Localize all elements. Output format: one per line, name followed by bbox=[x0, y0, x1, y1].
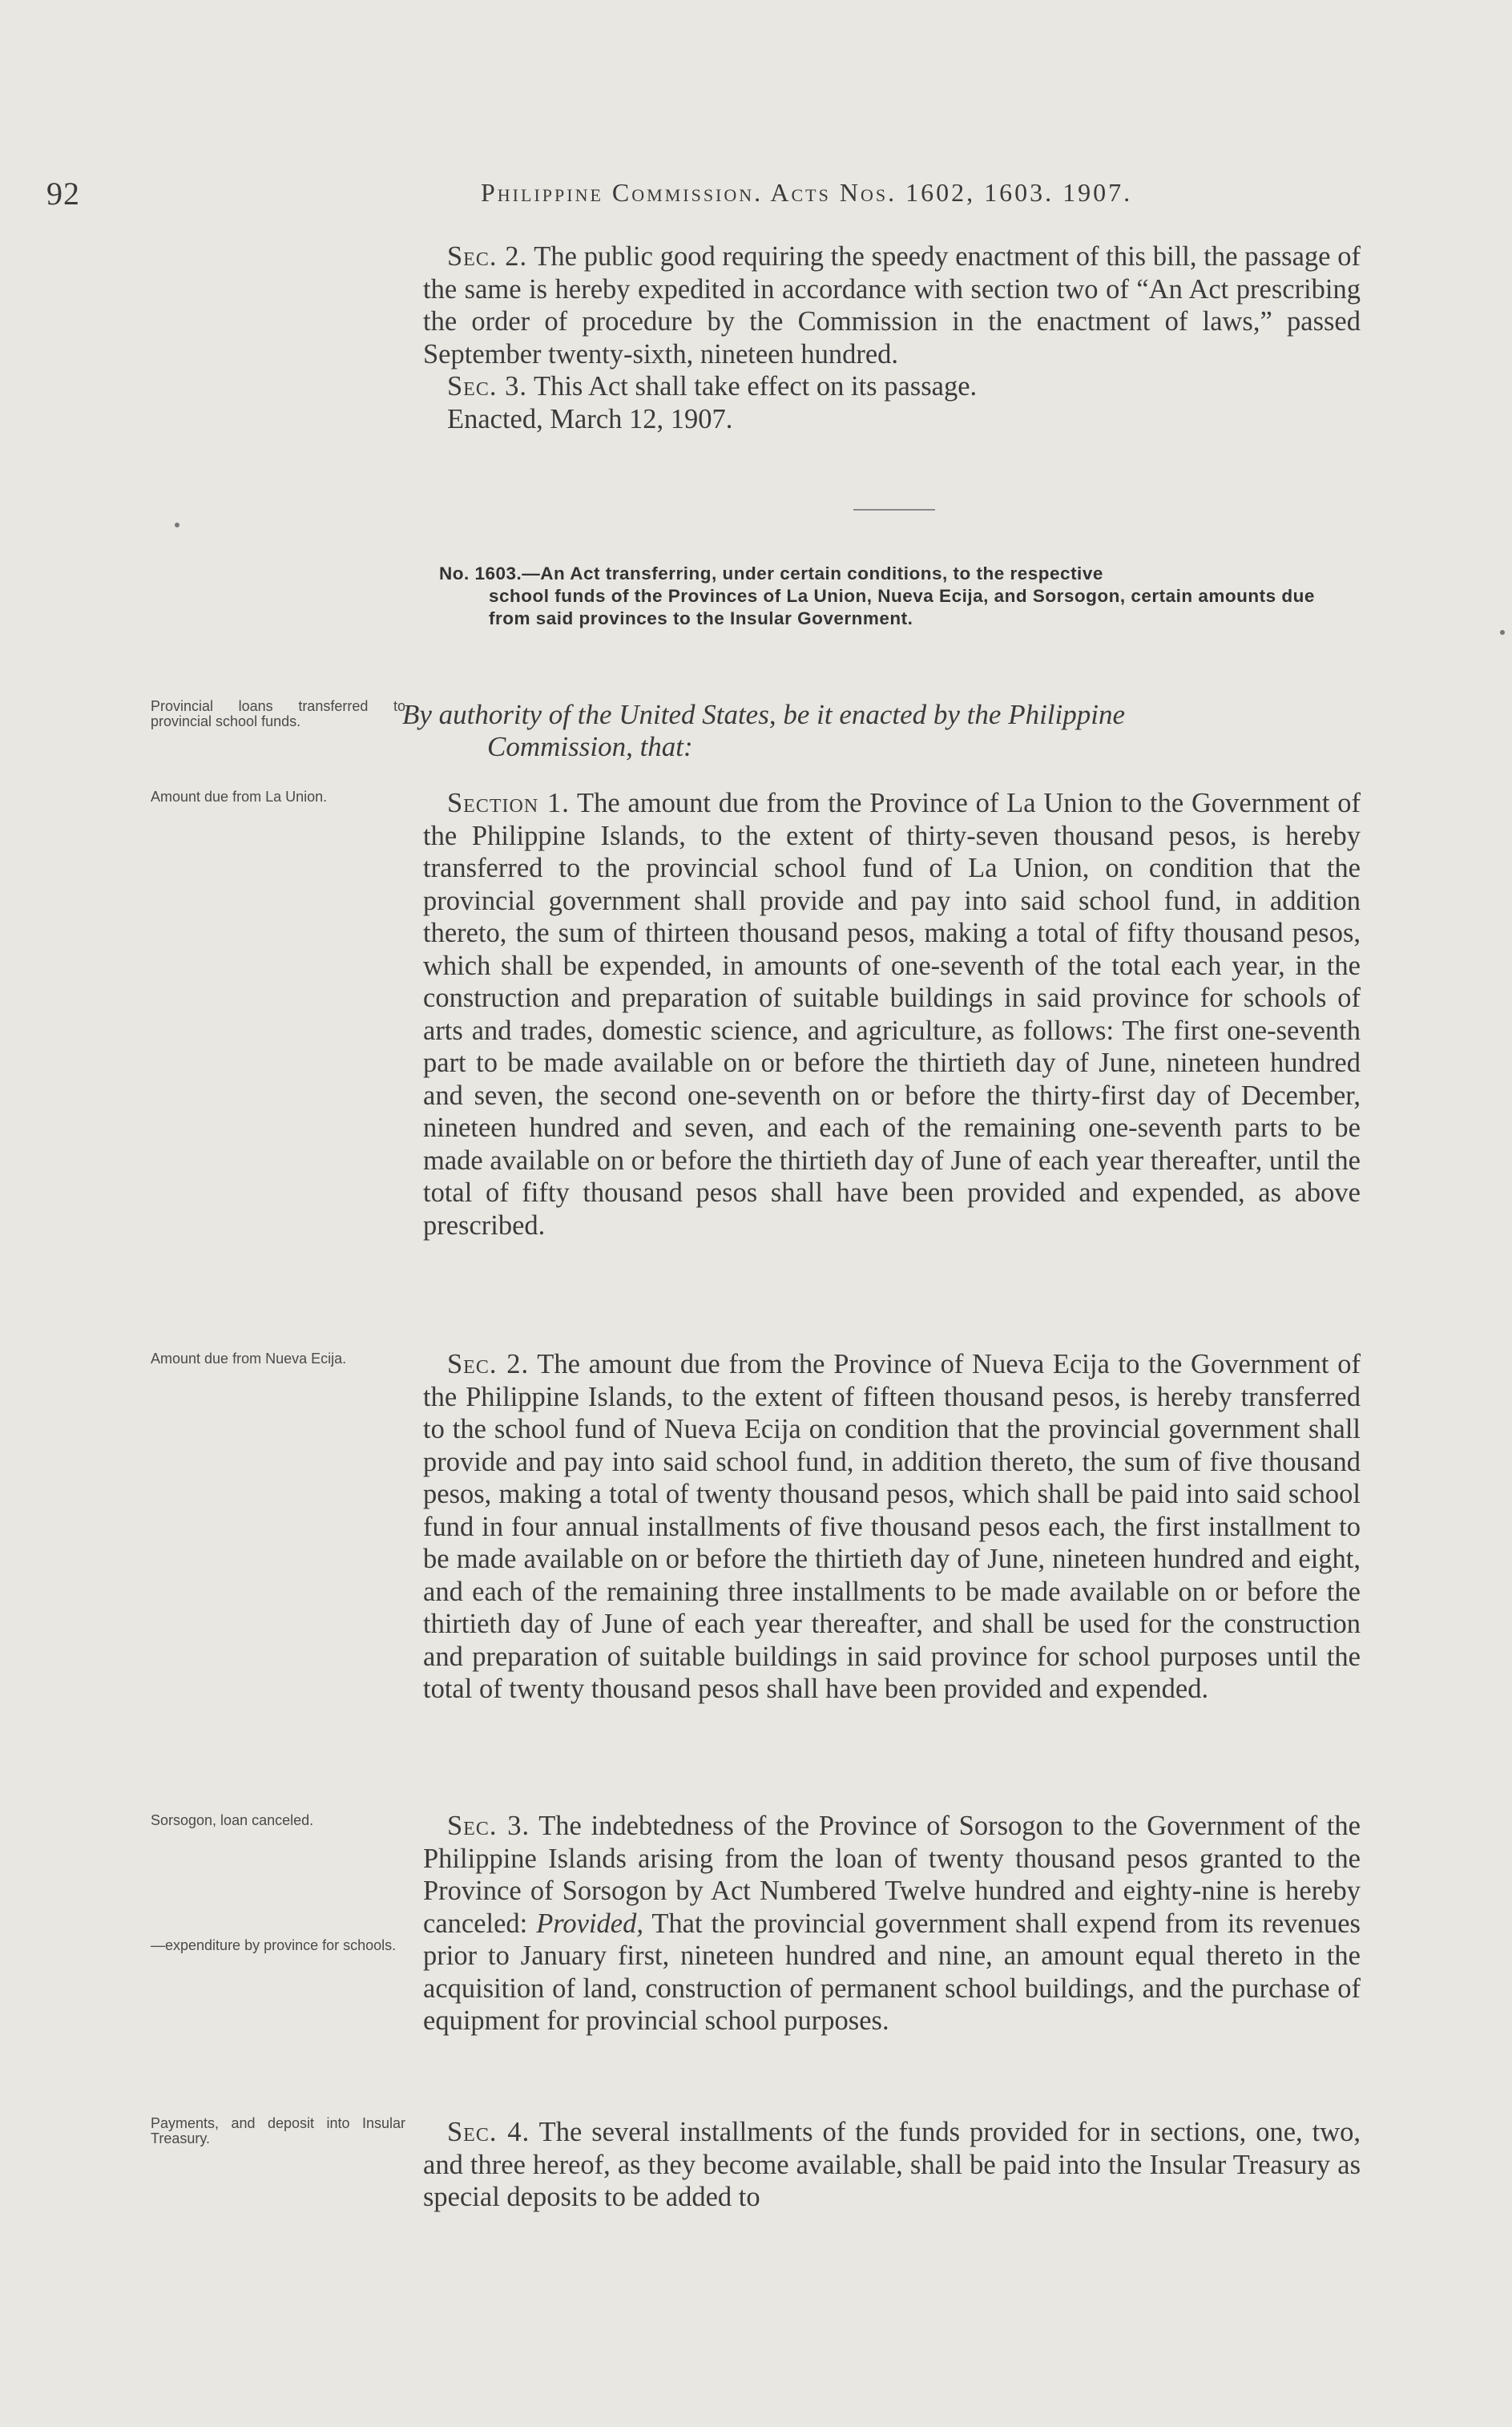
enacted-date: Enacted, March 12, 1907. bbox=[447, 403, 733, 434]
act-title-rest: school funds of the Provinces of La Union, Nueva Ecija, and Sorsogon, certain amounts due from said provinces to the Insular Government. bbox=[489, 586, 1315, 628]
act-1603-section-4 bbox=[423, 2116, 1361, 2214]
section-text: The several installments of the funds provided for in sections, one, two, and three hereof, as they become available, shall be paid into the Insular Treasury as special deposits to be added to bbox=[423, 2117, 1361, 2212]
act-1603-section-3 bbox=[423, 1810, 1361, 2037]
act-1602-section-2 bbox=[423, 240, 1361, 370]
act-1602-tail bbox=[423, 240, 1361, 435]
section-label: Sec. 4. bbox=[447, 2117, 530, 2147]
margin-note-provincial-loans: Provincial loans transferred to provincial school funds. bbox=[151, 698, 405, 729]
section-text: This Act shall take effect on its passage. bbox=[534, 371, 978, 402]
section-text: The amount due from the Province of La Union to the Government of the Philippine Islands, to the extent of thirty-seven thousand pesos, is hereby transferred to the provincial school fund of La Union, on condition that the provincial government shall provide and pay into said school fund, in addition thereto, the sum of thirteen thousand pesos, making a total of fifty thousand pesos, which shall be expended, in amounts of one-seventh of the total each year, in the construction and preparation of suitable buildings in said province for schools of arts and trades, domestic science, and agriculture, as follows: The first one-seventh part to be made available on or before the thirtieth day of June, nineteen hundred and seven, the second one-seventh on or before the thirty-first day of December, nineteen hundred and seven, and each of the remaining one-seventh parts to be made available on or before the thirtieth day of June of each year thereafter, until the total of fifty thousand pesos shall have been provided and expended, as above prescribed. bbox=[423, 788, 1361, 1241]
margin-note-payments: Payments, and deposit into Insular Treasury. bbox=[151, 2115, 405, 2146]
section-text: The public good requiring the speedy enactment of this bill, the passage of the same is hereby expedited in accordance with section two of “An Act prescribing the order of procedure by the Commission in the enactment of laws,” passed September twenty-sixth, nineteen hundred. bbox=[423, 241, 1361, 370]
margin-note-nueva-ecija: Amount due from Nueva Ecija. bbox=[151, 1351, 347, 1367]
print-speck bbox=[175, 523, 179, 527]
section-label: Sec. 3. bbox=[447, 371, 527, 402]
section-label: Section 1. bbox=[447, 788, 570, 818]
section-divider bbox=[853, 509, 935, 511]
margin-note-expenditure: —expenditure by province for schools. bbox=[151, 1937, 397, 1953]
act-title-line-1: No. 1603.—An Act transferring, under certain conditions, to the respective bbox=[439, 563, 1103, 584]
running-head: Philippine Commission. Acts Nos. 1602, 1603. 1907. bbox=[481, 178, 1133, 207]
section-text: That the provincial government shall expend from its revenues prior to January first, nineteen hundred and nine, an amount equal thereto in the acquisition of land, construction of permanent school buildings, and the purchase of equipment for provincial school purposes. bbox=[423, 1908, 1361, 2036]
act-1602-section-3 bbox=[423, 370, 1361, 403]
act-1603-section-1 bbox=[423, 787, 1361, 1242]
margin-note-sorsogon: Sorsogon, loan canceled. bbox=[151, 1812, 314, 1828]
enacting-line-2: Commission, that: bbox=[487, 731, 693, 762]
proviso-word: Provided, bbox=[536, 1908, 643, 1939]
section-label: Sec. 3. bbox=[447, 1811, 530, 1841]
act-1603-title bbox=[439, 563, 1361, 630]
margin-note-la-union: Amount due from La Union. bbox=[151, 789, 328, 805]
section-label: Sec. 2. bbox=[447, 241, 528, 272]
enacting-line-1: By authority of the United States, be it enacted by the Philippine bbox=[402, 699, 1126, 730]
section-text: The indebtedness of the Province of Sorsogon to the Government of the Philippine Islands arising from the loan of twenty thousand pesos granted to the Province of Sorsogon by Act Numbered Twelve hundred and eighty-nine is hereby canceled: bbox=[423, 1811, 1361, 1939]
section-label: Sec. 2. bbox=[447, 1349, 530, 1379]
print-speck bbox=[1500, 630, 1505, 635]
page-number: 92 bbox=[46, 176, 80, 212]
section-text: The amount due from the Province of Nueva Ecija to the Government of the Philippine Islands, to the extent of fifteen thousand pesos, is hereby transferred to the school fund of Nueva Ecija on condition that the provincial government shall provide and pay into said school fund, in addition thereto, the sum of five thousand pesos, making a total of twenty thousand pesos, which shall be paid into said school fund in four annual installments of five thousand pesos each, the first installment to be made available on or before the thirtieth day of June, nineteen hundred and eight, and each of the remaining three installments to be made available on or before the thirtieth day of June of each year thereafter, and shall be used for the construction and preparation of suitable buildings in said province for school purposes until the total of twenty thousand pesos shall have been provided and expended. bbox=[423, 1349, 1361, 1704]
act-1603-section-2 bbox=[423, 1348, 1361, 1706]
enacting-clause bbox=[402, 699, 1364, 763]
